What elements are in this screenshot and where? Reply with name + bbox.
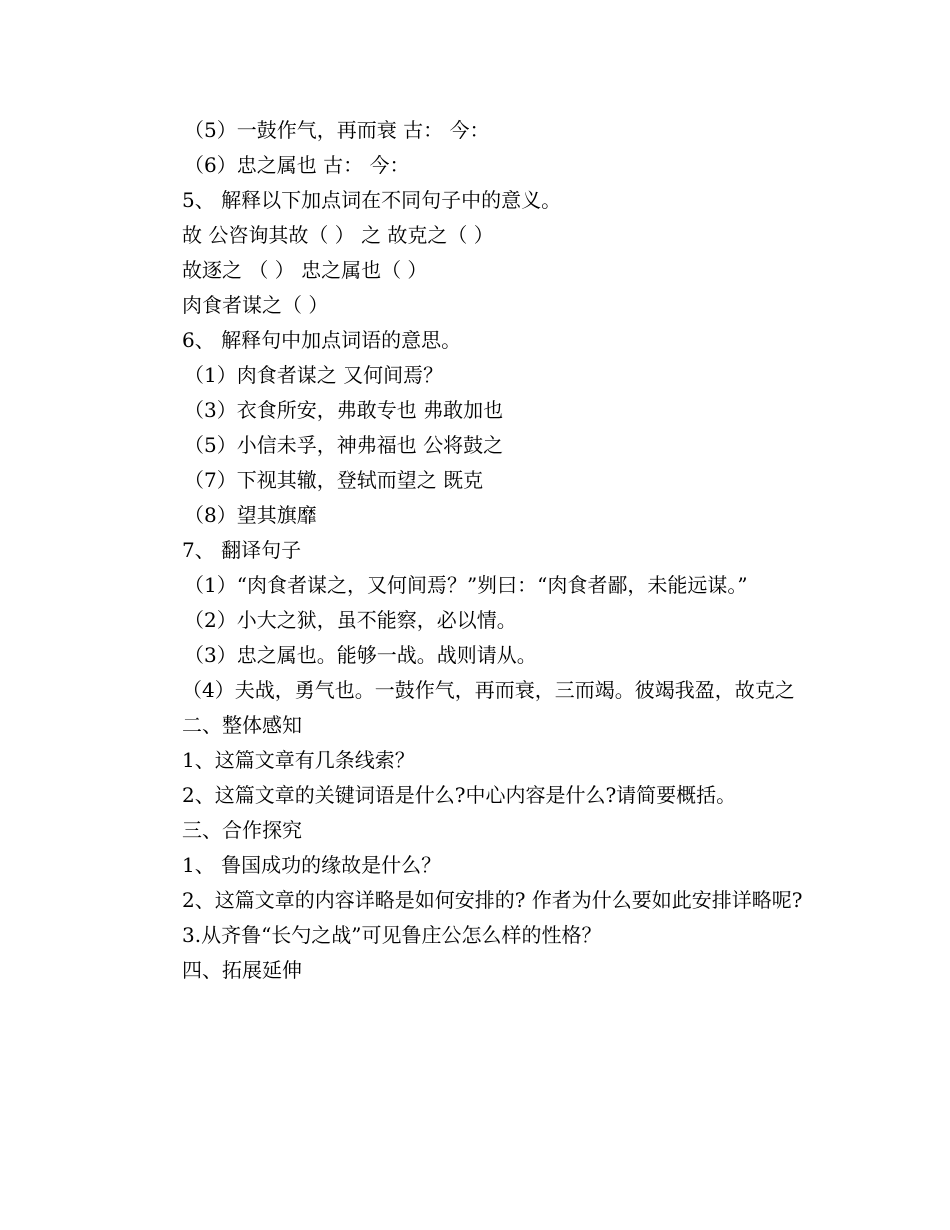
question-6-1: （1）肉食者谋之 又何间焉？ (184, 363, 444, 387)
section-2-q2: 2、这篇文章的关键词语是什么?中心内容是什么?请简要概括。 (182, 783, 737, 807)
question-6-heading: 6、 解释句中加点词语的意思。 (182, 328, 462, 352)
question-7-3: （3）忠之属也。能够一战。战则请从。 (184, 643, 537, 667)
section-3-q3: 3.从齐鲁“长勺之战”可见鲁庄公怎么样的性格？ (182, 923, 602, 947)
question-6-5: （5）小信未孚，神弗福也 公将鼓之 (184, 433, 504, 457)
question-5-line-3: 肉食者谋之（ ） (182, 293, 329, 317)
section-2-heading: 二、整体感知 (182, 713, 302, 737)
question-6-3: （3）衣食所安，弗敢专也 弗敢加也 (184, 398, 504, 422)
question-7-heading: 7、 翻译句子 (182, 538, 302, 562)
document-page (142, 113, 812, 988)
question-6-7: （7）下视其辙，登轼而望之 既克 (184, 468, 484, 492)
question-4-5: （5）一鼓作气，再而衰 古： 今： (184, 118, 490, 142)
section-3-q2: 2、这篇文章的内容详略是如何安排的? 作者为什么要如此安排详略呢? (182, 888, 803, 912)
question-6-8: （8）望其旗靡 (184, 503, 317, 527)
question-5-line-1: 故 公咨询其故（ ） 之 故克之（ ） (182, 223, 494, 247)
section-3-q1: 1、 鲁国成功的缘故是什么？ (182, 853, 442, 877)
question-4-6: （6）忠之属也 古： 今： (184, 153, 410, 177)
question-7-2: （2）小大之狱，虽不能察，必以情。 (184, 608, 517, 632)
section-2-q1: 1、这篇文章有几条线索？ (182, 748, 415, 772)
section-4-heading: 四、拓展延伸 (182, 958, 302, 982)
question-7-1: （1）“肉食者谋之，又何间焉？”刿曰：“肉食者鄙，未能远谋。” (184, 573, 748, 597)
section-3-heading: 三、合作探究 (182, 818, 302, 842)
question-5-heading: 5、 解释以下加点词在不同句子中的意义。 (182, 188, 562, 212)
question-5-line-2: 故逐之 （ ） 忠之属也（ ） (182, 258, 428, 282)
question-7-4: （4）夫战，勇气也。一鼓作气，再而衰，三而竭。彼竭我盈，故克之 (182, 678, 795, 702)
